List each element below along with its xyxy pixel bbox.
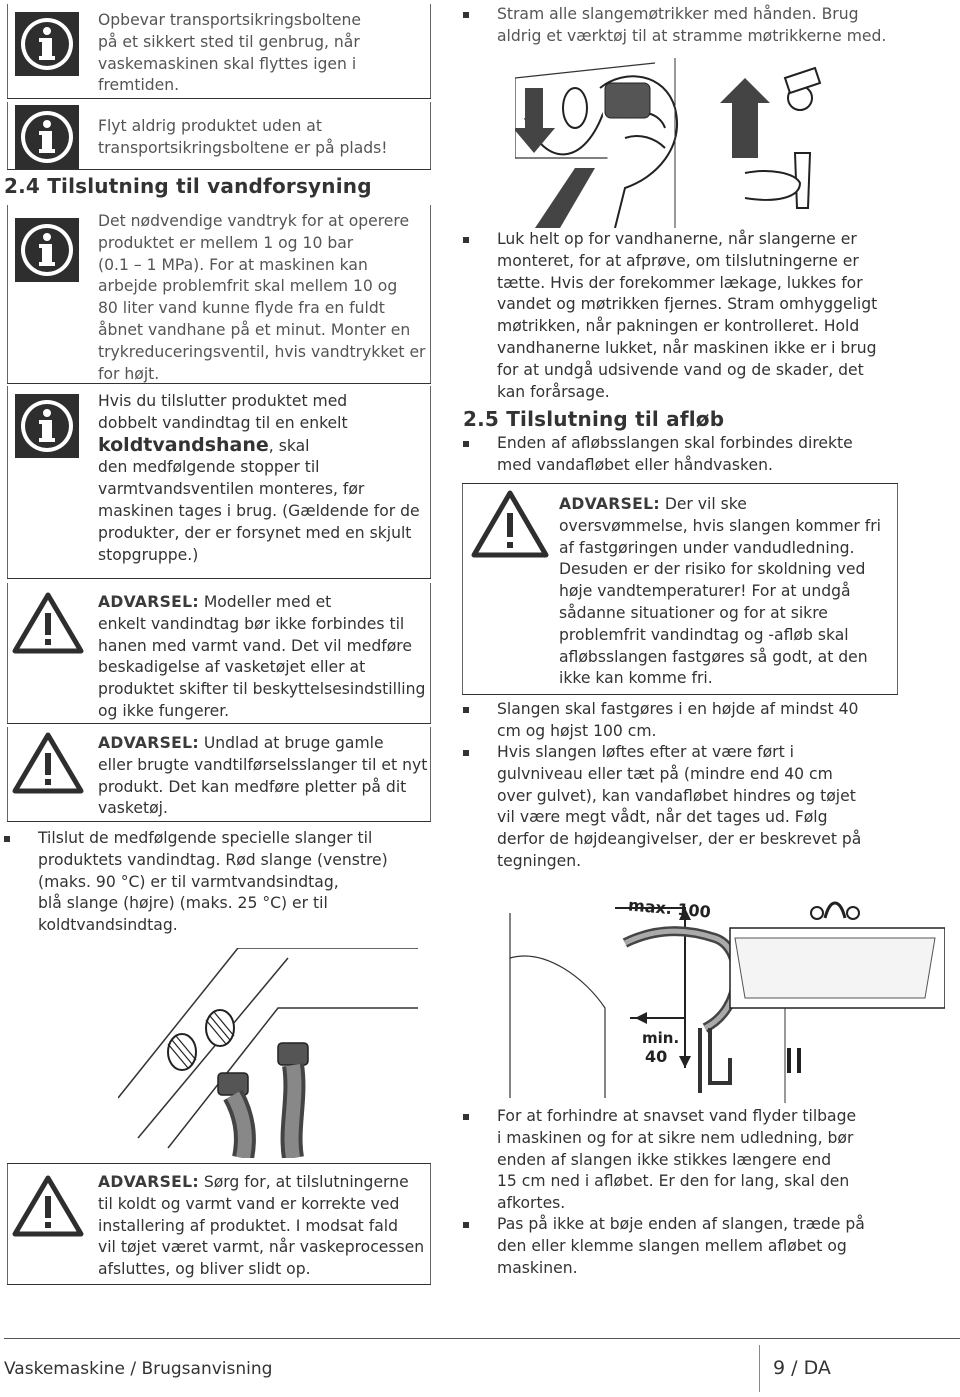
info-box-pressure xyxy=(7,205,431,384)
warning-box-single-inlet xyxy=(7,583,431,724)
section-heading-water-supply: 2.4 Tilslutning til vandforsyning xyxy=(4,174,372,198)
info-text-cold-tap-b: , skal xyxy=(268,436,310,455)
warning-title: ADVARSEL: xyxy=(98,593,199,611)
hose-inlet-illustration xyxy=(118,948,428,1158)
warning-box-hot-cold xyxy=(7,1163,431,1285)
warning-body: Modeller med et enkelt vandindtag bør ikke forbindes til hanen med varmt vand. Det vil medføre beskadigelse af vasketøjet eller at produktet skifter til beskyttelsesindstilling og ikke fungerer. xyxy=(98,593,426,720)
info-box-cold-tap xyxy=(7,386,431,579)
list-item-open-taps: Luk helt op for vandhanerne, når slangerne er monteret, for at afprøve, om tilslutningerne er tætte. Hvis der forekommer lækage, lukkes for vandet og møtrikken fjernes. Stram omhyggeligt møtrikken, når pakningen er kontrolleret. Hold vandhanerne lukket, når maskinen ikke er i brug for at undgå udsivende vand og de skader, det kan forårsage. xyxy=(463,229,960,403)
list-item-drain-connect: Enden af afløbsslangen skal forbindes direkte med vandafløbet eller håndvasken. xyxy=(463,433,960,477)
footer-page-number: 9 / DA xyxy=(773,1357,831,1379)
footer-separator xyxy=(759,1345,760,1392)
info-box-move xyxy=(7,102,431,170)
info-text-cold-tap xyxy=(98,391,431,566)
info-icon xyxy=(15,218,79,282)
warning-title: ADVARSEL: xyxy=(559,495,660,513)
warning-title: ADVARSEL: xyxy=(98,1173,199,1191)
keyword-cold-tap: koldtvandshane xyxy=(98,433,269,456)
info-text-cold-tap-c: den medfølgende stopper til varmtvandsventilen monteres, før maskinen tages i brug. (Gældende for de produkter, der er forsynet med en skjult stopgruppe.) xyxy=(98,458,420,564)
list-item-hose-floor: Hvis slangen løftes efter at være ført i gulvniveau eller tæt på (mindre end 40 cm over gulvet), kan vandafløbet hindres og tøjet vil være megt vådt, når det tages ud. Følg derfor de højdeangivelser, der er beskrevet på tegningen. xyxy=(463,742,960,873)
list-item-no-bending: Pas på ikke at bøje enden af slangen, træde på den eller klemme slangen mellem afløbet og maskinen. xyxy=(463,1214,960,1279)
warning-icon xyxy=(12,731,84,795)
warning-text-hot-cold xyxy=(98,1172,424,1281)
warning-box-old-hoses xyxy=(7,727,431,822)
info-icon xyxy=(15,105,79,169)
footer-document-title: Vaskemaskine / Brugsanvisning xyxy=(4,1359,273,1379)
list-item-tighten-nuts: Stram alle slangemøtrikker med hånden. Brug aldrig et værktøj til at stramme møtrikkerne med. xyxy=(463,4,960,48)
list-item-hose-height: Slangen skal fastgøres i en højde af mindst 40 cm og højst 100 cm. xyxy=(463,699,960,743)
info-text-move: Flyt aldrig produktet uden at transportsikringsboltene er på plads! xyxy=(98,117,388,157)
drain-height-diagram xyxy=(505,888,945,1103)
warning-text-old-hoses xyxy=(98,733,427,820)
label-max-height: max. 100 xyxy=(627,895,712,922)
info-icon xyxy=(15,394,79,458)
label-min-height: min. xyxy=(642,1029,680,1047)
warning-icon xyxy=(12,1174,84,1238)
list-item-connect-hoses: Tilslut de medfølgende specielle slanger til produktets vandindtag. Rød slange (venstre) (maks. 90 °C) er til varmtvandsindtag, blå slange (højre) (maks. 25 °C) er til koldtvandsindtag. xyxy=(4,828,468,937)
info-text-storage: Opbevar transportsikringsboltene på et sikkert sted til genbrug, når vaskemaskinen skal flyttes igen i fremtiden. xyxy=(98,11,361,95)
warning-icon xyxy=(470,489,550,559)
info-icon xyxy=(15,12,79,76)
warning-text-single-inlet xyxy=(98,592,425,723)
warning-text-flooding xyxy=(559,494,881,690)
footer-divider xyxy=(4,1338,960,1339)
list-item-hose-depth: For at forhindre at snavset vand flyder tilbage i maskinen og for at sikre nem udledning, bør enden af slangen ikke stikkes længere end 15 cm ned i afløbet. Er den for lang, skal den afkortes. xyxy=(463,1106,960,1215)
warning-body: Der vil ske oversvømmelse, hvis slangen kommer fri af fastgøringen under vandudledning. Desuden er der risiko for skoldning ved høje vandtemperaturer! For at undgå sådanne situationer og for at sikre problemfrit vandindtag og -afløb skal afløbsslangen fastgøres så godt, at den ikke kan komme fri. xyxy=(559,495,881,688)
warning-body: Undlad at bruge gamle eller brugte vandtilførselsslanger til et nyt produkt. Det kan medføre pletter på dit vasketøj. xyxy=(98,734,428,818)
warning-icon xyxy=(12,591,84,655)
warning-title: ADVARSEL: xyxy=(98,734,199,752)
warning-box-flooding xyxy=(462,483,898,695)
label-min-value: 40 xyxy=(645,1047,668,1066)
info-text-pressure: Det nødvendige vandtryk for at operere produktet er mellem 1 og 10 bar (0.1 – 1 MPa). For at maskinen kan arbejde problemfrit skal mellem 10 og 80 liter vand kunne flyde fra en fuldt åbnet vandhane på et minut. Monter en trykreduceringsventil, hvis vandtrykket er for højt. xyxy=(98,212,426,383)
info-box-storage xyxy=(7,4,431,99)
tighten-nut-illustration xyxy=(515,58,835,228)
info-text-cold-tap-a: Hvis du tilslutter produktet med dobbelt vandindtag til en enkelt xyxy=(98,392,348,432)
section-heading-drain: 2.5 Tilslutning til afløb xyxy=(463,407,725,431)
warning-body: Sørg for, at tilslutningerne til koldt og varmt vand er korrekte ved installering af produktet. I modsat fald vil tøjet været varmt, når vaskeprocessen afsluttes, og bliver slidt op. xyxy=(98,1173,425,1279)
